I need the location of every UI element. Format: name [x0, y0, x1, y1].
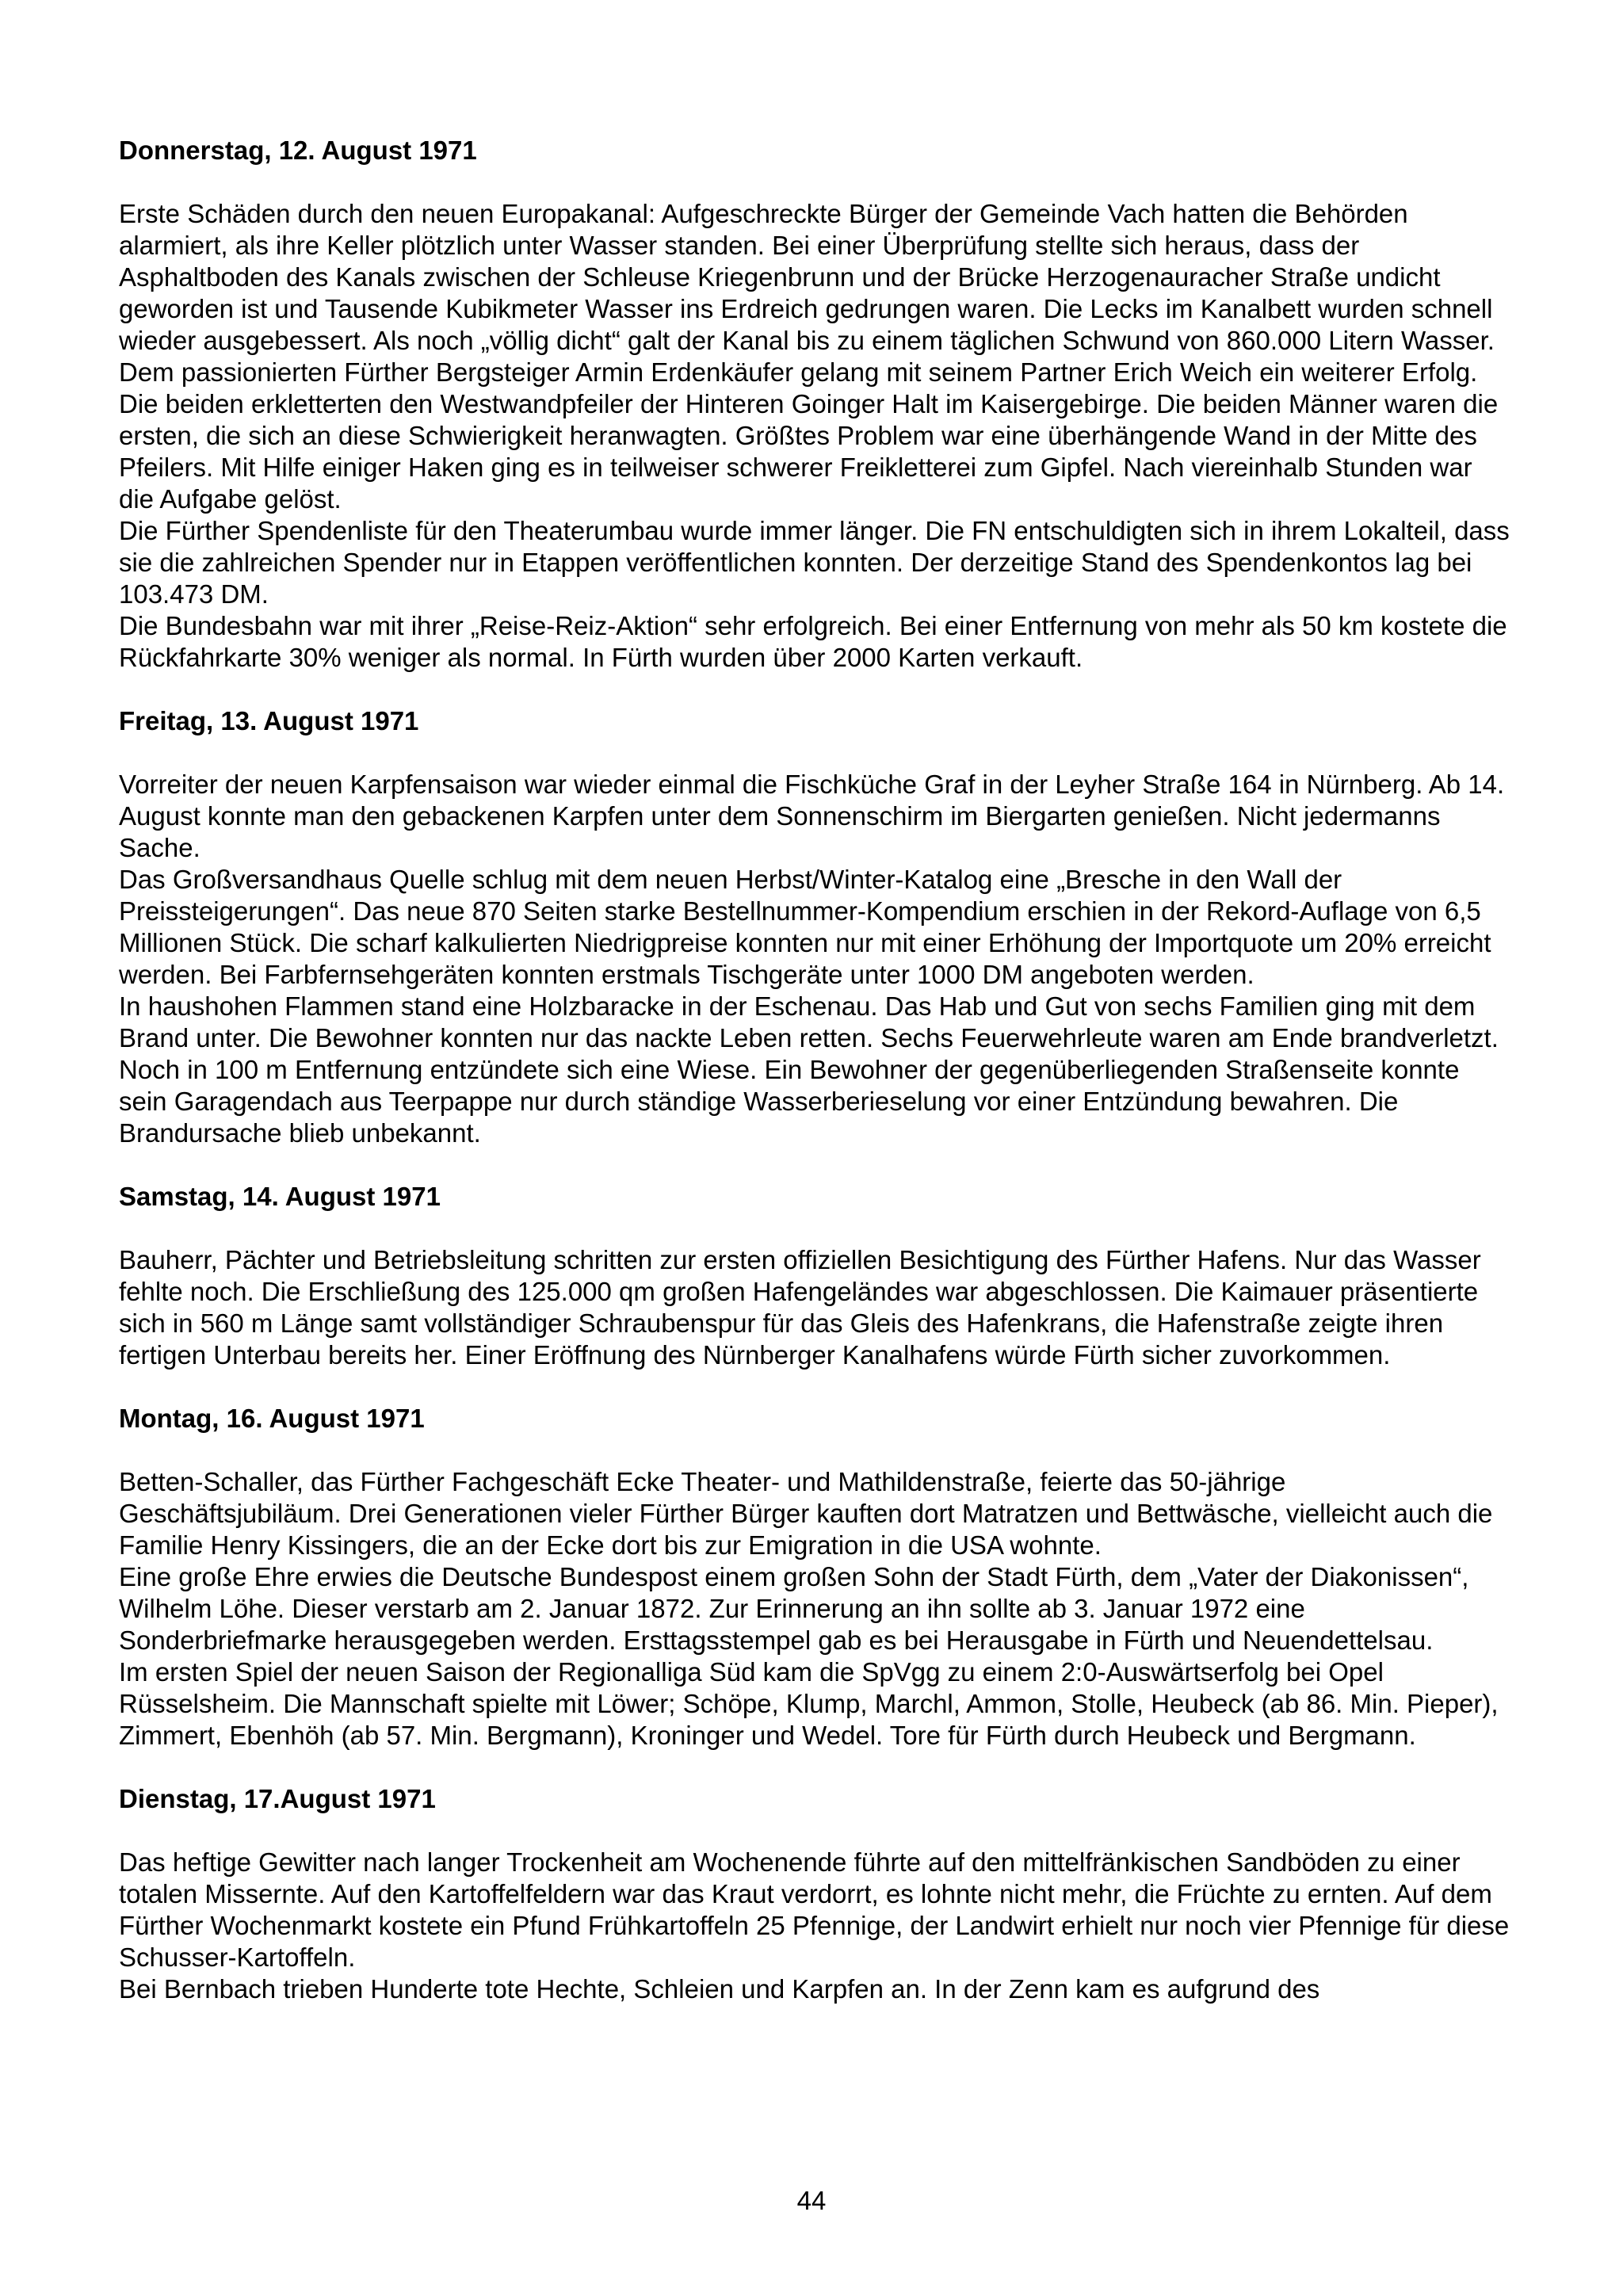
entry-date-heading: Donnerstag, 12. August 1971: [119, 136, 477, 165]
entry-paragraph: Eine große Ehre erwies die Deutsche Bundespost einem großen Sohn der Stadt Fürth, dem „Vater der Diakonissen“, Wilhelm Löhe. Dieser verstarb am 2. Januar 1872. Zur Erinnerung an ihn sollte ab 3. Januar 1972 eine Sonderbriefmarke herausgegeben werden. Ersttagsstempel gab es bei Herausgabe in Fürth und Neuendettelsau.: [119, 1562, 1469, 1655]
entry-paragraph: Die Fürther Spendenliste für den Theaterumbau wurde immer länger. Die FN entschuldigten sich in ihrem Lokalteil, dass sie die zahlreichen Spender nur in Etappen veröffentlichen konnten. Der derzeitige Stand des Spendenkontos lag bei 103.473 DM.: [119, 516, 1510, 609]
entry-section: [119, 135, 1510, 674]
entry-paragraph: Das Großversandhaus Quelle schlug mit dem neuen Herbst/Winter-Katalog eine „Bresche in den Wall der Preissteigerungen“. Das neue 870 Seiten starke Bestellnummer-Kompendium erschien in der Rekord-Auflage von 6,5 Millionen Stück. Die scharf kalkulierten Niedrigpreise konnten nur mit einer Erhöhung der Importquote um 20% erreicht werden. Bei Farbfernsehgeräten konnten erstmals Tischgeräte unter 1000 DM angeboten werden.: [119, 865, 1491, 989]
entry-section: [119, 1181, 1510, 1371]
entry-paragraph: Dem passionierten Fürther Bergsteiger Armin Erdenkäufer gelang mit seinem Partner Erich Weich ein weiterer Erfolg. Die beiden erkletterten den Westwandpfeiler der Hinteren Goinger Halt im Kaisergebirge. Die beiden Männer waren die ersten, die sich an diese Schwierigkeit heranwagten. Größtes Problem war eine überhängende Wand in der Mitte des Pfeilers. Mit Hilfe einiger Haken ging es in teilweiser schwerer Freikletterei zum Gipfel. Nach viereinhalb Stunden war die Aufgabe gelöst.: [119, 357, 1499, 514]
entry-paragraph: Die Bundesbahn war mit ihrer „Reise-Reiz-Aktion“ sehr erfolgreich. Bei einer Entfernung von mehr als 50 km kostete die Rückfahrkarte 30% weniger als normal. In Fürth wurden über 2000 Karten verkauft.: [119, 611, 1507, 672]
entry-paragraph: Das heftige Gewitter nach langer Trockenheit am Wochenende führte auf den mittelfränkischen Sandböden zu einer totalen Missernte. Auf den Kartoffelfeldern war das Kraut verdorrt, es lohnte nicht mehr, die Früchte zu ernten. Auf dem Fürther Wochenmarkt kostete ein Pfund Frühkartoffeln 25 Pfennige, der Landwirt erhielt nur noch vier Pfennige für diese Schusser-Kartoffeln.: [119, 1847, 1510, 1972]
document-body: [119, 135, 1510, 2005]
entry-section: [119, 705, 1510, 1149]
entry-date-heading: Dienstag, 17.August 1971: [119, 1784, 436, 1813]
entry-paragraph: Bei Bernbach trieben Hunderte tote Hechte, Schleien und Karpfen an. In der Zenn kam es aufgrund des: [119, 1974, 1320, 2004]
entry-section: [119, 1783, 1510, 2005]
page-number: 44: [796, 2186, 827, 2215]
entry-section: [119, 1403, 1510, 1752]
entry-paragraph: Vorreiter der neuen Karpfensaison war wieder einmal die Fischküche Graf in der Leyher Straße 164 in Nürnberg. Ab 14. August konnte man den gebackenen Karpfen unter dem Sonnenschirm im Biergarten genießen. Nicht jedermanns Sache.: [119, 770, 1505, 862]
entry-paragraph: Betten-Schaller, das Fürther Fachgeschäft Ecke Theater- und Mathildenstraße, feierte das 50-jährige Geschäftsjubiläum. Drei Generationen vieler Fürther Bürger kauften dort Matratzen und Bettwäsche, vielleicht auch die Familie Henry Kissingers, die an der Ecke dort bis zur Emigration in die USA wohnte.: [119, 1467, 1493, 1560]
entry-date-heading: Montag, 16. August 1971: [119, 1404, 425, 1433]
entry-paragraph: In haushohen Flammen stand eine Holzbaracke in der Eschenau. Das Hab und Gut von sechs Familien ging mit dem Brand unter. Die Bewohner konnten nur das nackte Leben retten. Sechs Feuerwehrleute waren am Ende brandverletzt. Noch in 100 m Entfernung entzündete sich eine Wiese. Ein Bewohner der gegenüberliegenden Straßenseite konnte sein Garagendach aus Teerpappe nur durch ständige Wasserberieselung vor einer Entzündung bewahren. Die Brandursache blieb unbekannt.: [119, 991, 1499, 1148]
entry-date-heading: Freitag, 13. August 1971: [119, 706, 419, 735]
entry-date-heading: Samstag, 14. August 1971: [119, 1182, 441, 1211]
entry-paragraph: Im ersten Spiel der neuen Saison der Regionalliga Süd kam die SpVgg zu einem 2:0-Auswärtserfolg bei Opel Rüsselsheim. Die Mannschaft spielte mit Löwer; Schöpe, Klump, Marchl, Ammon, Stolle, Heubeck (ab 86. Min. Pieper), Zimmert, Ebenhöh (ab 57. Min. Bergmann), Kroninger und Wedel. Tore für Fürth durch Heubeck und Bergmann.: [119, 1657, 1499, 1750]
entry-paragraph: Erste Schäden durch den neuen Europakanal: Aufgeschreckte Bürger der Gemeinde Vach hatten die Behörden alarmiert, als ihre Keller plötzlich unter Wasser standen. Bei einer Überprüfung stellte sich heraus, dass der Asphaltboden des Kanals zwischen der Schleuse Kriegenbrunn und der Brücke Herzogenauracher Straße undicht geworden ist und Tausende Kubikmeter Wasser ins Erdreich gedrungen waren. Die Lecks im Kanalbett wurden schnell wieder ausgebessert. Als noch „völlig dicht“ galt der Kanal bis zu einem täglichen Schwund von 860.000 Litern Wasser.: [119, 199, 1495, 355]
entry-paragraph: Bauherr, Pächter und Betriebsleitung schritten zur ersten offiziellen Besichtigung des Fürther Hafens. Nur das Wasser fehlte noch. Die Erschließung des 125.000 qm großen Hafengeländes war abgeschlossen. Die Kaimauer präsentierte sich in 560 m Länge samt vollständiger Schraubenspur für das Gleis des Hafenkrans, die Hafenstraße zeigte ihren fertigen Unterbau bereits her. Einer Eröffnung des Nürnberger Kanalhafens würde Fürth sicher zuvorkommen.: [119, 1245, 1481, 1370]
